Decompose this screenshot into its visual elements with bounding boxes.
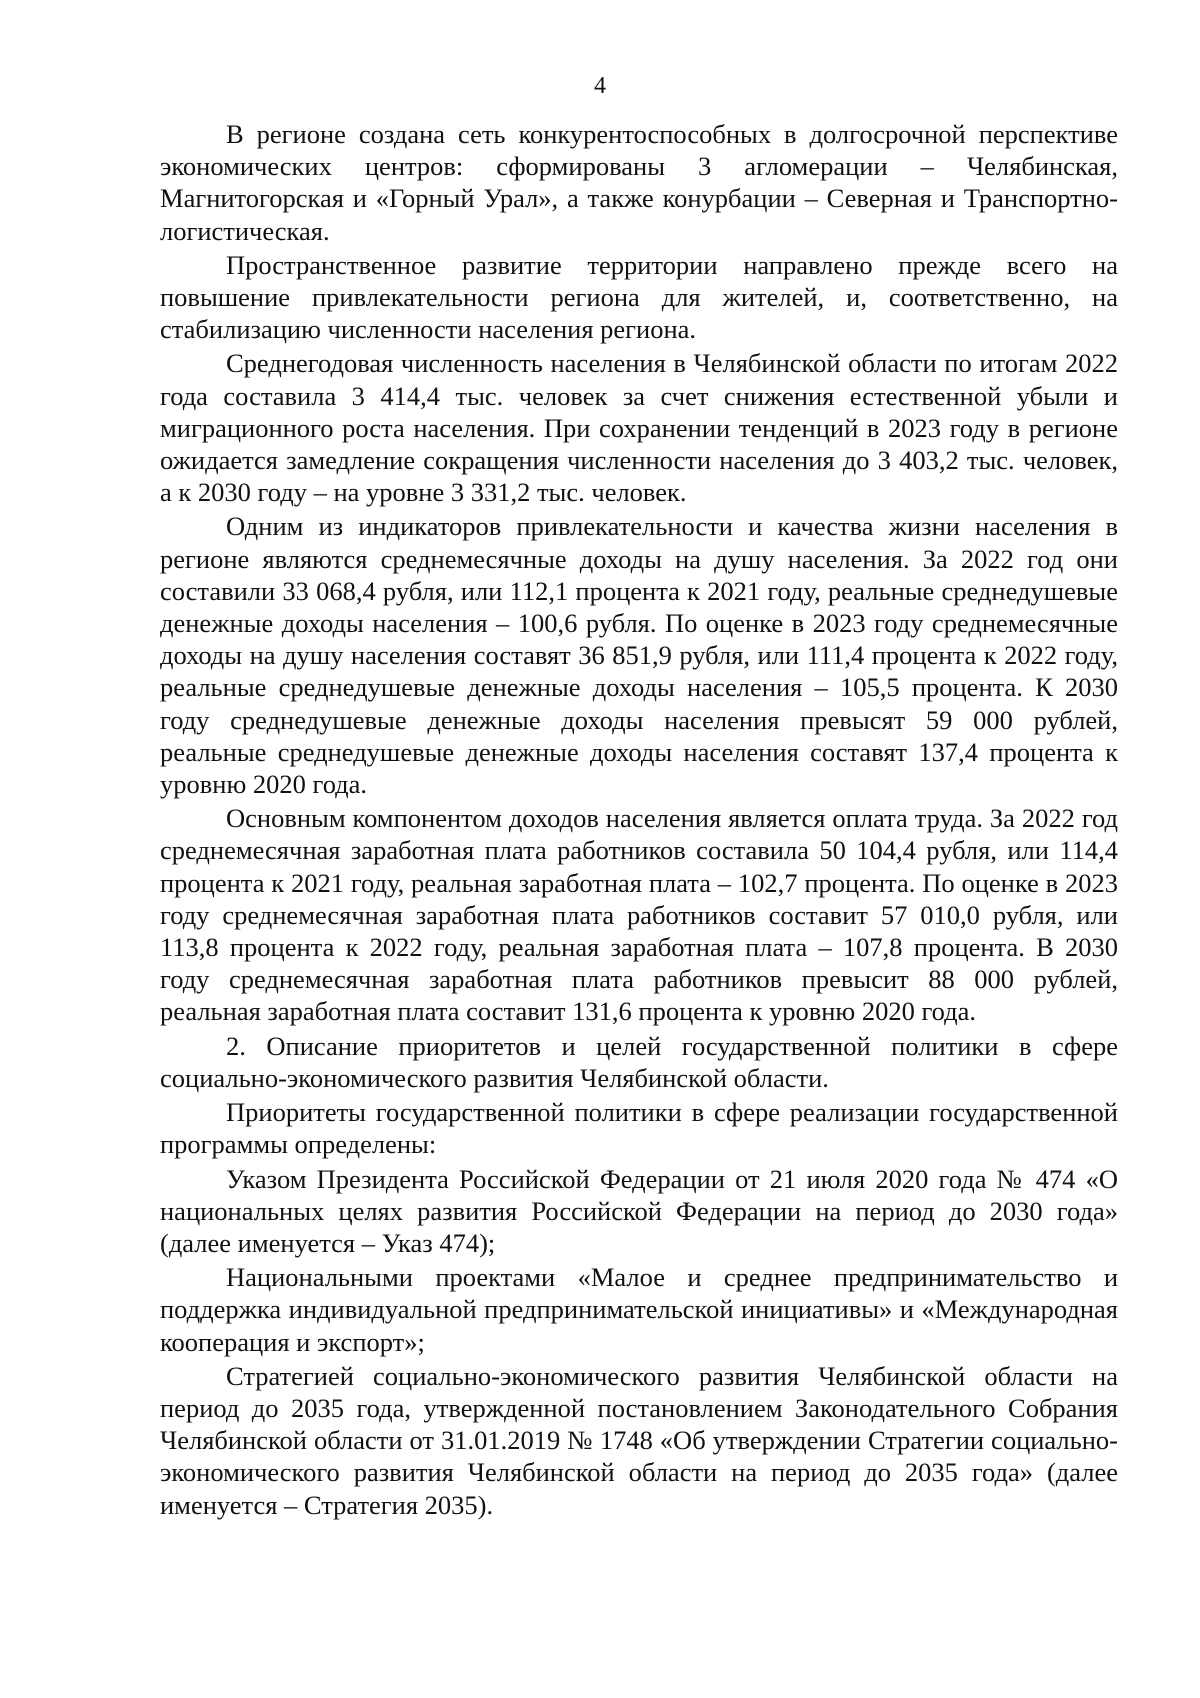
list-item-national-projects: Национальными проектами «Малое и среднее предпринимательство и поддержка индивидуальной предпринимательской инициативы» и «Международная кооперация и экспорт»; (160, 1262, 1118, 1357)
paragraph-spatial-development: Пространственное развитие территории направлено прежде всего на повышение привлекательности региона для жителей, и, соответственно, на стабилизацию численности населения региона. (160, 249, 1118, 345)
paragraph-population: Среднегодовая численность населения в Челябинской области по итогам 2022 года составила 3 414,4 тыс. человек за счет снижения естественной убыли и миграционного роста населения. При сохранении тенденций в 2023 году в регионе ожидается замедление сокращения численности населения до 3 403,2 тыс. человек, а к 2030 году – на уровне 3 331,2 тыс. человек. (160, 348, 1118, 508)
list-item-strategy-2035: Стратегией социально-экономического развития Челябинской области на период до 2035 года, утвержденной постановлением Законодательного Собрания Челябинской области от 31.01.2019 № 1748 «Об утверждении Стратегии социально-экономического развития Челябинской области на период до 2035 года» (далее именуется – Стратегия 2035). (160, 1360, 1118, 1520)
list-item-decree-474: Указом Президента Российской Федерации от 21 июля 2020 года № 474 «О национальных целях развития Российской Федерации на период до 2030 года» (далее именуется – Указ 474); (160, 1163, 1118, 1258)
section-heading-priorities: 2. Описание приоритетов и целей государственной политики в сфере социально-экономического развития Челябинской области. (160, 1030, 1118, 1093)
document-body (160, 118, 1118, 1523)
paragraph-income: Одним из индикаторов привлекательности и качества жизни населения в регионе являются среднемесячные доходы на душу населения. За 2022 год они составили 33 068,4 рубля, или 112,1 процента к 2021 году, реальные среднедушевые денежные доходы населения – 100,6 рубля. По оценке в 2023 году среднемесячные доходы на душу населения составят 36 851,9 рубля, или 111,4 процента к 2022 году, реальные среднедушевые денежные доходы населения – 105,5 процента. К 2030 году среднедушевые денежные доходы населения превысят 59 000 рублей, реальные среднедушевые денежные доходы населения составят 137,4 процента к уровню 2020 года. (160, 511, 1118, 800)
paragraph-priorities-intro: Приоритеты государственной политики в сфере реализации государственной программы определены: (160, 1097, 1118, 1160)
page-number: 4 (594, 73, 606, 99)
paragraph-agglomerations: В регионе создана сеть конкурентоспособных в долгосрочной перспективе экономических центров: сформированы 3 агломерации – Челябинская, Магнитогорская и «Горный Урал», а также конурбации – Северная и Транспортно-логистическая. (160, 119, 1118, 246)
paragraph-wages: Основным компонентом доходов населения является оплата труда. За 2022 год среднемесячная заработная плата работников составила 50 104,4 рубля, или 114,4 процента к 2021 году, реальная заработная плата – 102,7 процента. По оценке в 2023 году среднемесячная заработная плата работников составит 57 010,0 рубля, или 113,8 процента к 2022 году, реальная заработная плата – 107,8 процента. В 2030 году среднемесячная заработная плата работников превысит 88 000 рублей, реальная заработная плата составит 131,6 процента к уровню 2020 года. (160, 803, 1118, 1027)
